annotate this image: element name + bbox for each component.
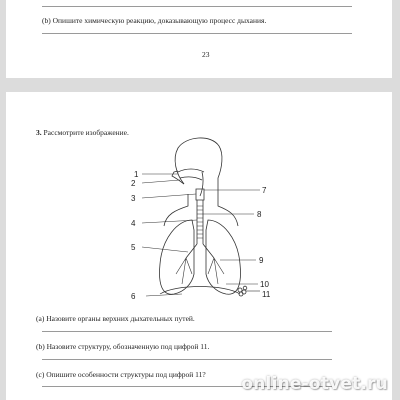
diagram-label-8: 8: [257, 210, 262, 219]
diagram-label-1: 1: [134, 170, 139, 179]
answer-line: [42, 6, 352, 7]
oral-cavity: [180, 177, 202, 180]
nasal-cavity: [178, 169, 204, 172]
pharynx: [200, 172, 203, 196]
question-a: (a) Назовите органы верхних дыхательных путей.: [36, 314, 195, 323]
main-bronchi: [186, 244, 214, 258]
diagram-label-7: 7: [262, 186, 267, 195]
trachea-rings: [197, 206, 203, 238]
diagram-label-4: 4: [131, 219, 136, 228]
left-bronchioles: [176, 258, 192, 284]
right-lung: [206, 220, 240, 294]
diaphragm: [160, 287, 240, 295]
right-bronchioles: [208, 258, 224, 284]
diagram-label-9: 9: [259, 256, 264, 265]
diagram-label-10: 10: [260, 280, 269, 289]
page-number: 23: [202, 50, 210, 59]
question-c: (c) Опишите особенности структуры под цифрой 11?: [36, 370, 206, 379]
question-b: (b) Назовите структуру, обозначенную под цифрой 11.: [36, 342, 210, 351]
leader-line-4: [142, 220, 197, 223]
shoulder-right: [218, 194, 238, 226]
answer-line-a: [42, 331, 332, 332]
alveolus: [238, 288, 242, 292]
current-page: [6, 92, 392, 400]
task-number: 3.: [36, 128, 42, 137]
answer-line-b: [42, 359, 332, 360]
question-b-prev: (b) Опишите химическую реакцию, доказывающую процесс дыхания.: [42, 16, 267, 25]
leader-line-2: [142, 180, 180, 183]
respiratory-system-diagram: [116, 134, 286, 309]
task-heading: [36, 128, 129, 137]
head-outline: [175, 138, 222, 194]
leader-line-5: [142, 247, 188, 252]
answer-line: [42, 33, 352, 34]
previous-page: [6, 0, 392, 78]
diagram-label-2: 2: [131, 179, 136, 188]
diagram-label-11: 11: [262, 290, 271, 299]
watermark: online-otvet.ru: [241, 374, 388, 394]
larynx: [196, 189, 204, 200]
left-lung: [160, 220, 194, 294]
task-text: Рассмотрите изображение.: [43, 128, 129, 137]
diagram-label-3: 3: [131, 194, 136, 203]
alveolus: [243, 286, 247, 290]
leader-line-6: [146, 294, 182, 296]
diagram-label-5: 5: [131, 243, 136, 252]
diagram-label-6: 6: [131, 292, 136, 301]
